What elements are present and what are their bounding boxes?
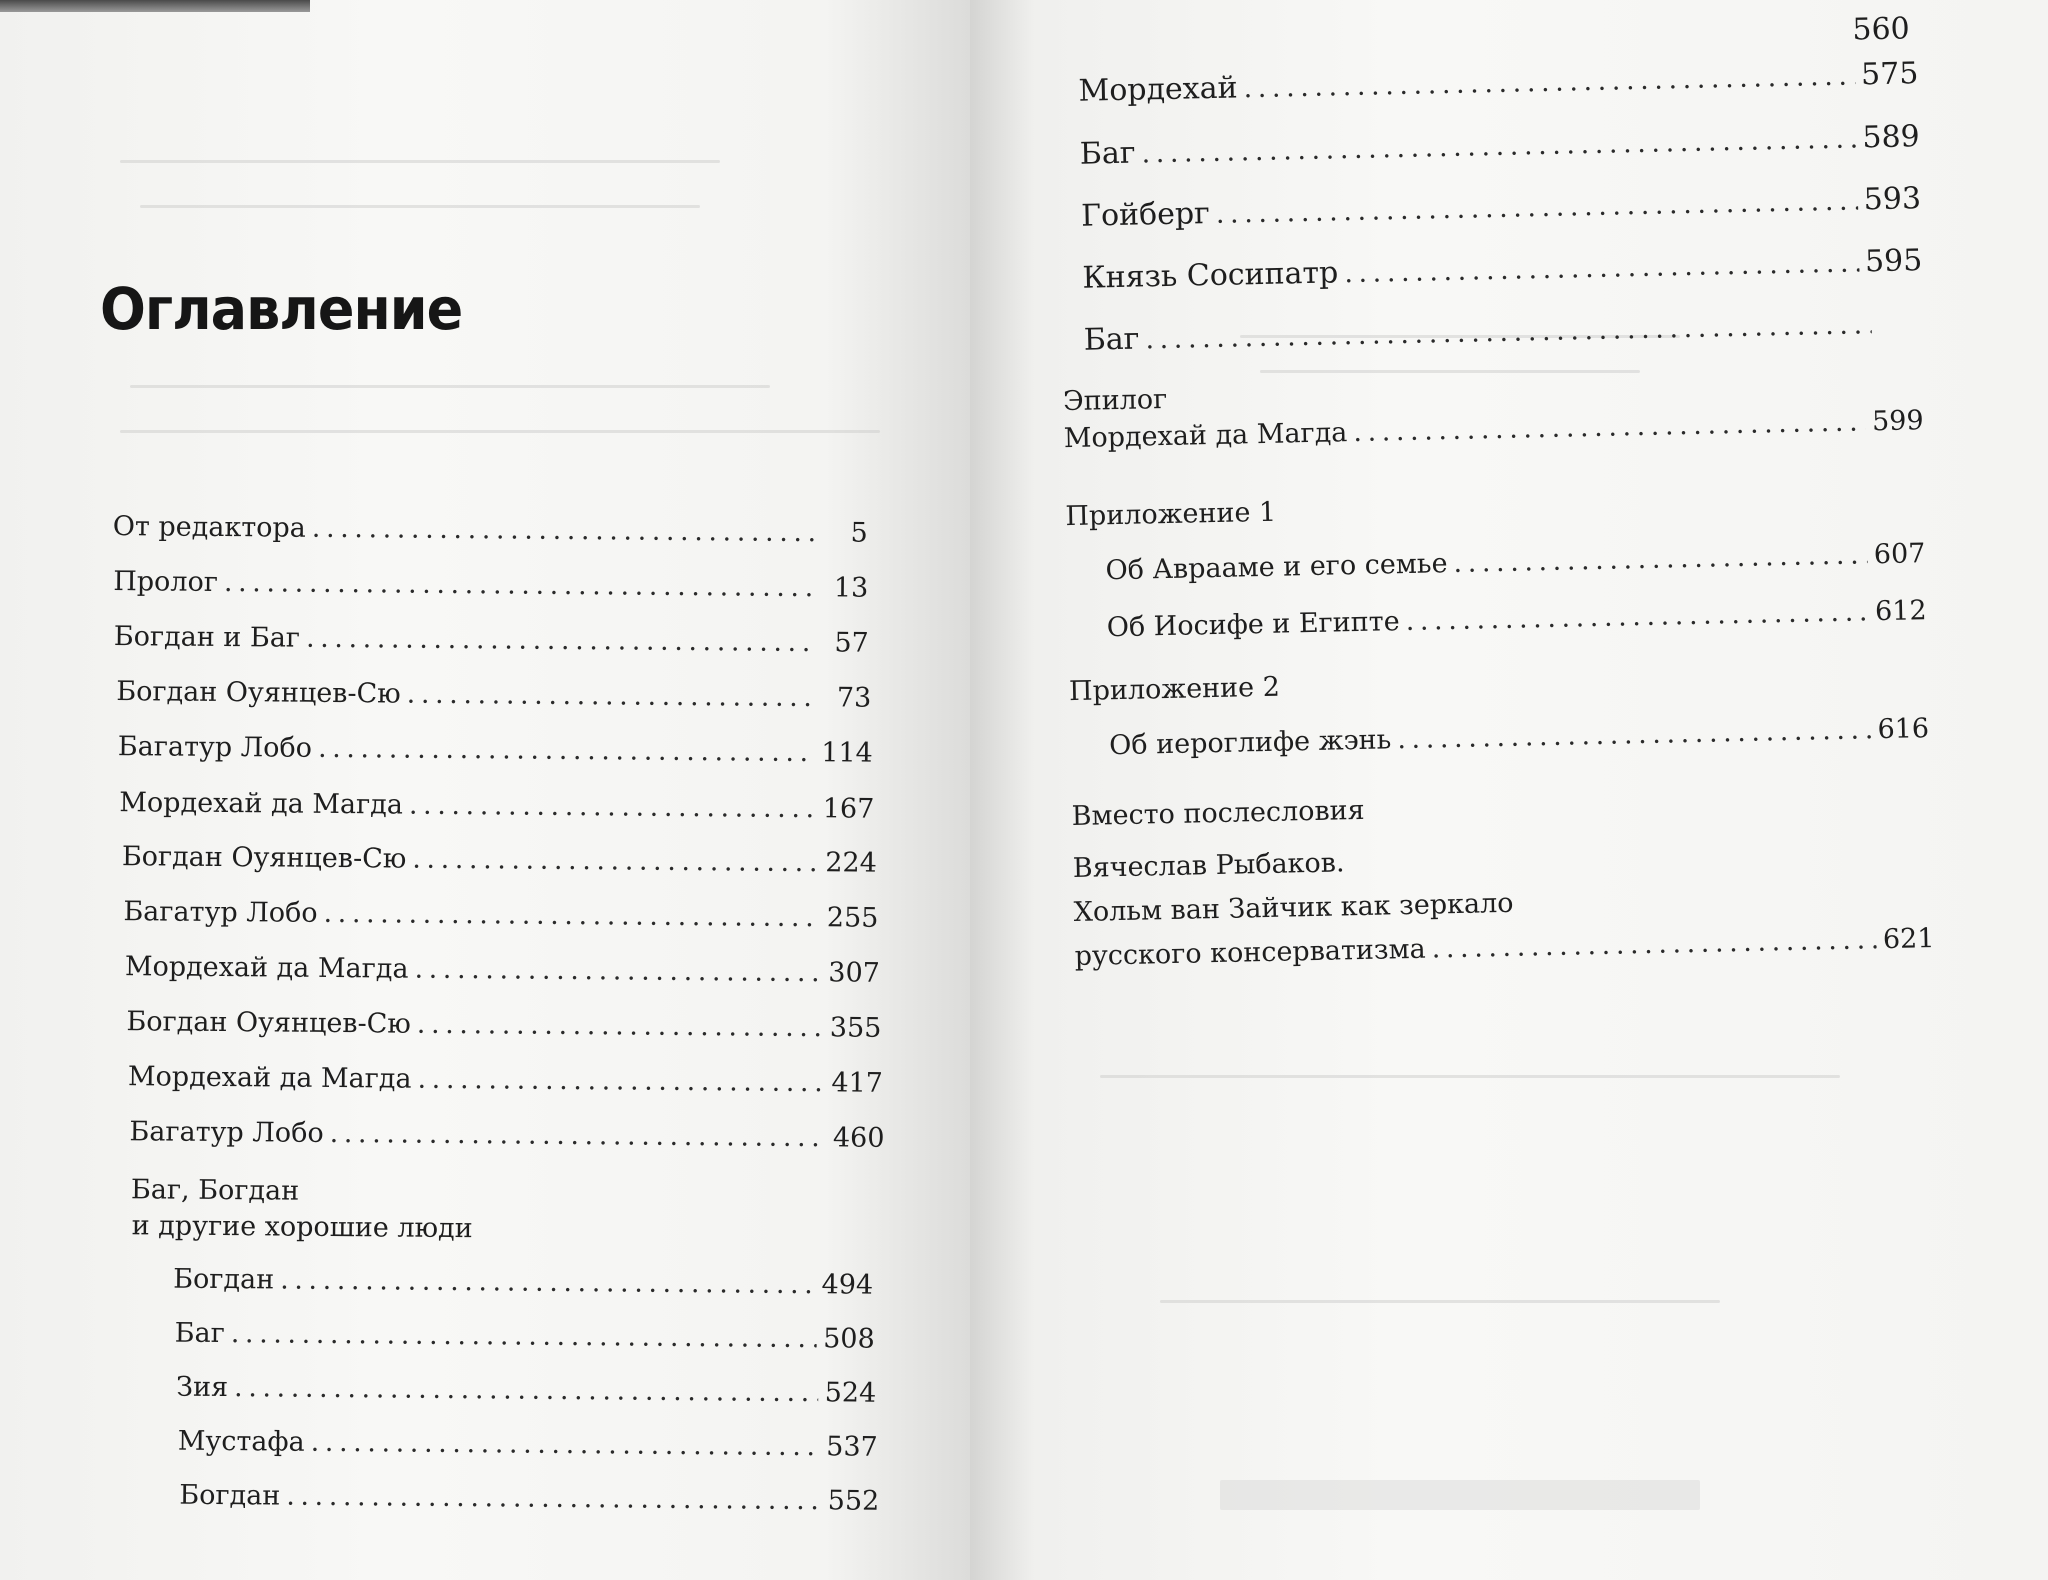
- toc-entry-title: Богдан: [173, 1263, 275, 1296]
- toc-entry-title: Мордехай да Магда: [119, 787, 404, 821]
- toc-sub-entry: [1080, 120, 1921, 173]
- toc-entry-page: 5: [850, 517, 868, 549]
- dot-leader: [1243, 59, 1855, 106]
- toc-entry-page: 575: [1860, 56, 1919, 93]
- toc-sub-entry: [1109, 712, 1930, 763]
- appendix-heading: Приложение 2: [1068, 671, 1281, 708]
- toc-entry-title: Богдан Оуянцев-Сю: [126, 1006, 412, 1040]
- toc-entry-page: 589: [1862, 119, 1921, 156]
- toc-entry-page: 537: [826, 1431, 878, 1463]
- toc-entry-title: От редактора: [112, 511, 306, 544]
- toc-entry-title: Мордехай да Магда: [124, 951, 409, 985]
- toc-entry-page: 255: [826, 902, 879, 934]
- toc-entry-title: Мустафа: [177, 1425, 305, 1458]
- toc-entry-page: [1878, 332, 1924, 333]
- toc-entry-page: 621: [1882, 923, 1935, 956]
- toc-entry-title: Багатур Лобо: [123, 896, 318, 929]
- dot-leader: [1215, 184, 1858, 231]
- toc-entry-title: Багатур Лобо: [117, 731, 313, 764]
- toc-entry-title: Богдан и Баг: [113, 621, 301, 654]
- dot-leader: [1431, 923, 1877, 966]
- toc-entry-page: 599: [1871, 405, 1924, 438]
- section-heading: Эпилог: [1062, 383, 1168, 418]
- toc-entry-title: Богдан Оуянцев-Сю: [116, 676, 401, 710]
- toc-sub-entry: [1082, 244, 1923, 297]
- toc-entry-page: 114: [821, 737, 873, 769]
- toc-entry-title: Баг: [174, 1317, 225, 1350]
- toc-entry-page: 73: [836, 682, 872, 714]
- section-heading: Вместо послесловия: [1071, 794, 1365, 833]
- dot-leader: [1353, 405, 1866, 450]
- toc-entry-page: 612: [1874, 595, 1927, 628]
- toc-entry-page: 560: [1852, 11, 1911, 48]
- toc-entry-title: русского консерватизма: [1074, 933, 1426, 973]
- toc-entry-title: Богдан Оуянцев-Сю: [121, 841, 407, 875]
- toc-entry-page: 508: [823, 1323, 875, 1355]
- toc-sub-entry: [1105, 537, 1926, 588]
- toc-entry-title: Мордехай да Магда: [1063, 417, 1348, 455]
- dot-leader: [1453, 538, 1868, 581]
- toc-entry-title: Пролог: [113, 566, 219, 598]
- section-heading: и другие хорошие люди: [131, 1210, 473, 1245]
- section-heading: Баг, Богдан: [130, 1174, 300, 1207]
- toc-entry-page: 460: [832, 1122, 885, 1154]
- toc-entry-page: 494: [821, 1269, 874, 1301]
- toc-entry-title: Мордехай: [1078, 70, 1238, 109]
- dot-leader: [1397, 713, 1872, 757]
- afterword-author: Вячеслав Рыбаков.: [1072, 847, 1345, 885]
- toc-entry-page: 417: [831, 1067, 884, 1099]
- toc-sub-entry: [1081, 182, 1922, 235]
- toc-entry: [1063, 404, 1924, 456]
- toc-entry-title: Баг: [1079, 135, 1136, 172]
- toc-entry-page: 307: [828, 957, 881, 989]
- dot-leader: [1405, 595, 1869, 639]
- toc-entry-title: Багатур Лобо: [129, 1116, 324, 1149]
- toc-entry-title: Мордехай да Магда: [127, 1061, 412, 1095]
- toc-entry-title: Князь Сосипатр: [1082, 255, 1339, 296]
- dot-leader: [1344, 246, 1859, 291]
- toc-sub-entry: [1083, 306, 1924, 359]
- page-title: Оглавление: [100, 275, 463, 344]
- dot-leader: [1141, 122, 1857, 171]
- toc-sub-entry: [1106, 594, 1927, 645]
- toc-entry: [1074, 922, 1935, 974]
- toc-entry-title: Об Иосифе и Египте: [1106, 606, 1400, 644]
- toc-entry-page: 593: [1863, 181, 1922, 218]
- appendix-heading: Приложение 1: [1065, 496, 1277, 533]
- toc-entry-page: 616: [1877, 713, 1930, 746]
- afterword-title: Хольм ван Зайчик как зеркало: [1073, 887, 1514, 929]
- toc-entry-page: 13: [833, 572, 869, 604]
- toc-entry-page: 524: [824, 1377, 877, 1409]
- toc-entry-title: Баг: [1083, 321, 1140, 358]
- toc-entry-page: 552: [827, 1485, 880, 1517]
- dot-leader: [1145, 308, 1872, 357]
- toc-entry-title: Зия: [176, 1371, 229, 1404]
- toc-entry-page: 595: [1864, 243, 1923, 280]
- toc-entry-title: Об иероглифе жэнь: [1108, 724, 1392, 762]
- toc-entry-page: 355: [829, 1012, 882, 1044]
- toc-entry-page: 167: [822, 793, 875, 825]
- toc-entry-page: 607: [1873, 538, 1926, 571]
- toc-entry-title: Об Аврааме и его семье: [1105, 548, 1448, 587]
- toc-entry-title: Богдан: [179, 1479, 281, 1512]
- toc-sub-entry: [1078, 57, 1919, 110]
- toc-entry-title: Гойберг: [1080, 196, 1211, 234]
- toc-entry-page: 57: [834, 627, 869, 659]
- toc-page-number: [1852, 12, 1933, 48]
- toc-entry-page: 224: [825, 847, 877, 879]
